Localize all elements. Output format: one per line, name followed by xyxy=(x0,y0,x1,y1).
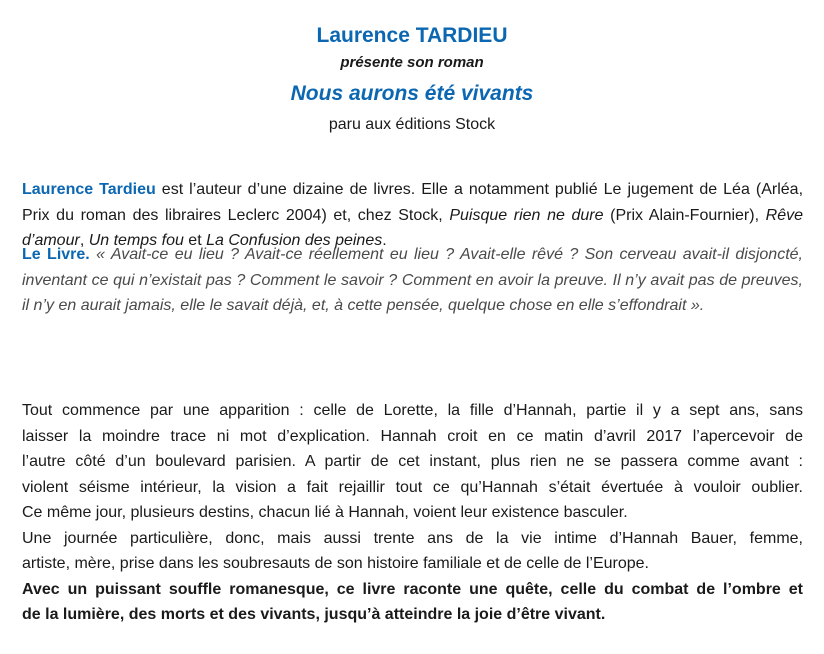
bio-text-2: (Prix Alain-Fournier), xyxy=(603,206,766,224)
conclusion-line: Avec un puissant souffle romanesque, ce livre raconte une quête, celle du combat de l’ombre et xyxy=(22,580,803,598)
story-line: artiste, mère, prise dans les soubresauts de son histoire familiale et de celle de l’Europe. xyxy=(22,555,649,572)
presents-subheading: présente son roman xyxy=(340,54,484,71)
author-name: Laurence Tardieu xyxy=(22,181,156,198)
bio-end: . xyxy=(382,232,387,249)
story-line: violent séisme intérieur, la vision a fait rejaillir tout ce qu’Hannah s’était évertuée à vouloir oublier. xyxy=(22,478,803,496)
bio-text-1: est l’auteur d’une dizaine de livres. Elle a notamment publié Le jugement de Léa (Arléa, Prix du roman des libraires Leclerc 2004) et, chez Stock, xyxy=(22,181,804,224)
story-line: Une journée particulière, donc, mais aussi trente ans de la vie intime d’Hannah Bauer, femme, xyxy=(22,529,803,547)
author-heading: Laurence TARDIEU xyxy=(316,24,508,47)
book-un-temps-fou: Un temps fou xyxy=(88,232,184,249)
publisher-line: paru aux éditions Stock xyxy=(328,116,496,133)
story-line: Tout commence par une apparition : celle de Lorette, la fille d’Hannah, partie il y a sept ans, sans xyxy=(22,402,803,419)
bio-separator-2: et xyxy=(183,232,207,249)
conclusion-line: de la lumière, des morts et des vivants, jusqu’à atteindre la joie d’être vivant. xyxy=(22,606,606,623)
document-header xyxy=(0,22,824,136)
le-livre-label: Le Livre. xyxy=(22,246,90,263)
book-quote: « Avait-ce eu lieu ? Avait-ce réellement eu lieu ? Avait-elle rêvé ? Son cerveau avait-il disjoncté, inventant ce qui n’existait pas ? Comment le savoir ? Comment en avoir la preuve. Il n’y avait pas de preuves, il n’y en aurait jamais, elle le savait déjà, et, à cette pensée, quelque chose en elle s’effondrait ». xyxy=(22,246,803,314)
book-reve-d-amour: Rêve d’amour xyxy=(22,206,804,249)
book-la-confusion-des-peines: La Confusion des peines xyxy=(206,232,383,249)
book-title: Nous aurons été vivants xyxy=(290,82,534,105)
book-puisque-rien-ne-dure: Puisque rien ne dure xyxy=(449,206,604,224)
story-line: laisser la moindre trace ni mot d’explication. Hannah croit en ce matin d’avril 2017 l’apercevoir de xyxy=(22,427,803,445)
bio-separator-1: , xyxy=(79,232,89,249)
story-paragraph xyxy=(22,398,803,628)
story-line: l’autre côté d’un boulevard parisien. A partir de cet instant, plus rien ne se passera comme avant : xyxy=(22,453,803,470)
story-line: Ce même jour, plusieurs destins, chacun lié à Hannah, voient leur existence basculer. xyxy=(22,504,628,521)
le-livre-paragraph xyxy=(22,242,803,319)
